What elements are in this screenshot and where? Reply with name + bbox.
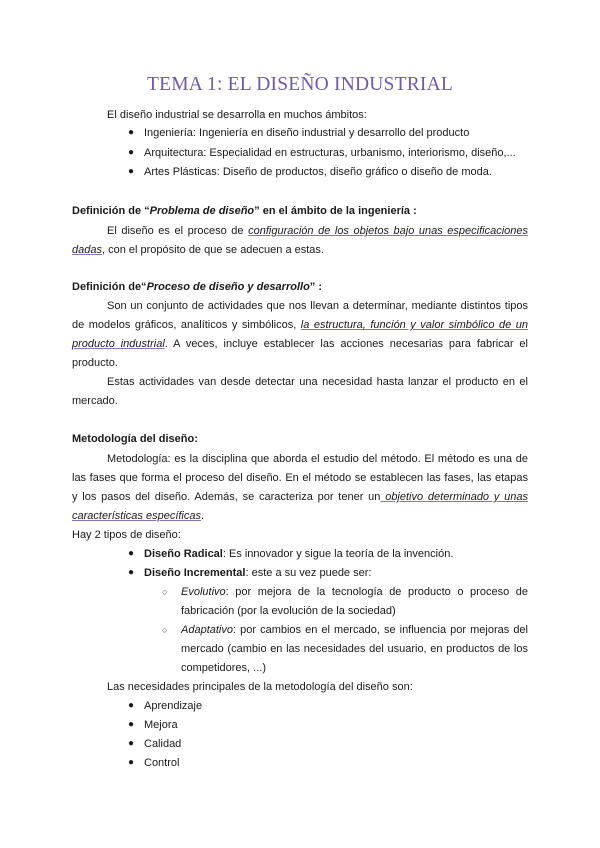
list-item: Aprendizaje bbox=[144, 700, 203, 712]
section-heading-metodologia: Metodología del diseño: bbox=[72, 433, 198, 445]
bullet-icon: ● bbox=[128, 719, 135, 730]
section-heading-proceso bbox=[72, 280, 322, 294]
list-item: Ingeniería: Ingeniería en diseño industrial y desarrollo del producto bbox=[144, 127, 470, 139]
paragraph-line: Son un conjunto de actividades que nos llevan a determinar, mediante distintos tipos bbox=[107, 300, 528, 312]
list-item-continuation: competidores, ...) bbox=[181, 662, 266, 674]
list-item: Arquitectura: Especialidad en estructuras, urbanismo, interiorismo, diseño,... bbox=[144, 147, 516, 159]
underlined-text: configuración de los objetos bajo unas especificaciones bbox=[248, 225, 528, 237]
text-run: y los pasos del diseño. Además, se caracteriza por tener un bbox=[72, 491, 381, 503]
text-run: : por mejora de la tecnología de producto o proceso de bbox=[225, 586, 528, 598]
italic-term: Adaptativo bbox=[181, 624, 233, 636]
heading-text: ” : bbox=[309, 281, 323, 293]
paragraph-line bbox=[72, 337, 528, 351]
page-title: TEMA 1: EL DISEÑO INDUSTRIAL bbox=[146, 74, 454, 95]
list-item: Artes Plásticas: Diseño de productos, diseño gráfico o diseño de moda. bbox=[144, 166, 492, 178]
list-item: Mejora bbox=[144, 719, 178, 731]
paragraph-line bbox=[72, 318, 528, 332]
list-item: Control bbox=[144, 757, 180, 769]
bullet-icon: ● bbox=[128, 738, 135, 749]
paragraph-line bbox=[72, 509, 204, 523]
underlined-text: objetivo determinado y unas bbox=[380, 491, 528, 503]
heading-text: Definición de“ bbox=[72, 281, 147, 293]
underlined-text: características específicas bbox=[72, 510, 201, 522]
bullet-icon: ● bbox=[128, 147, 135, 158]
paragraph-line: Las necesidades principales de la metodología del diseño son: bbox=[107, 681, 413, 693]
paragraph-line: las fases que forma el proceso del diseño. En el método se establecen las fases, las etapas bbox=[72, 472, 528, 484]
list-item bbox=[144, 547, 453, 561]
list-item bbox=[144, 566, 371, 580]
section-heading-problema bbox=[72, 204, 417, 218]
paragraph-line bbox=[107, 224, 528, 238]
underlined-text: la estructura, función y valor simbólico de un bbox=[300, 319, 528, 331]
hollow-bullet-icon: ○ bbox=[162, 625, 168, 635]
text-run: . A veces, incluye establecer las acciones necesarias para fabricar el bbox=[164, 338, 528, 350]
bullet-icon: ● bbox=[128, 700, 135, 711]
list-item-continuation: mercado (cambio en las necesidades del usuario, en productos de los bbox=[181, 643, 528, 655]
text-run: : por cambios en el mercado, se influencia por mejoras del bbox=[232, 624, 528, 636]
text-run: : este a su vez puede ser: bbox=[245, 567, 372, 579]
heading-text: Definición de “ bbox=[72, 205, 150, 217]
text-run: de modelos gráficos, analíticos y simbólicos, bbox=[72, 319, 301, 331]
paragraph-line bbox=[72, 490, 528, 504]
bullet-icon: ● bbox=[128, 757, 135, 768]
intro-text: El diseño industrial se desarrolla en muchos ámbitos: bbox=[107, 109, 367, 121]
paragraph-line: Estas actividades van desde detectar una necesidad hasta lanzar el producto en el bbox=[107, 376, 528, 388]
bold-term: Diseño Incremental bbox=[144, 567, 246, 579]
paragraph-line: Metodología: es la disciplina que aborda el estudio del método. El método es una de bbox=[107, 453, 528, 465]
bullet-icon: ● bbox=[128, 548, 135, 559]
bullet-icon: ● bbox=[128, 567, 135, 578]
heading-text: ” en el ámbito de la ingeniería : bbox=[254, 205, 417, 217]
bold-term: Diseño Radical bbox=[144, 548, 223, 560]
list-item bbox=[181, 585, 528, 599]
heading-emphasis: Problema de diseño bbox=[149, 205, 255, 217]
list-item-continuation: fabricación (por la evolución de la sociedad) bbox=[181, 605, 396, 617]
paragraph-line: Hay 2 tipos de diseño: bbox=[72, 529, 181, 541]
hollow-bullet-icon: ○ bbox=[162, 587, 168, 597]
text-run: . bbox=[201, 510, 205, 522]
paragraph-line: producto. bbox=[72, 357, 118, 369]
list-item: Calidad bbox=[144, 738, 182, 750]
underlined-text: dadas bbox=[72, 244, 102, 256]
text-run: : Es innovador y sigue la teoría de la invención. bbox=[222, 548, 454, 560]
heading-emphasis: Proceso de diseño y desarrollo bbox=[146, 281, 310, 293]
paragraph-line: mercado. bbox=[72, 395, 118, 407]
italic-term: Evolutivo bbox=[181, 586, 226, 598]
text-run: El diseño es el proceso de bbox=[107, 225, 249, 237]
paragraph-line bbox=[72, 243, 324, 257]
list-item bbox=[181, 623, 528, 637]
bullet-icon: ● bbox=[128, 166, 135, 177]
text-run: , con el propósito de que se adecuen a estas. bbox=[101, 244, 324, 256]
underlined-text: producto industrial bbox=[72, 338, 165, 350]
bullet-icon: ● bbox=[128, 127, 135, 138]
